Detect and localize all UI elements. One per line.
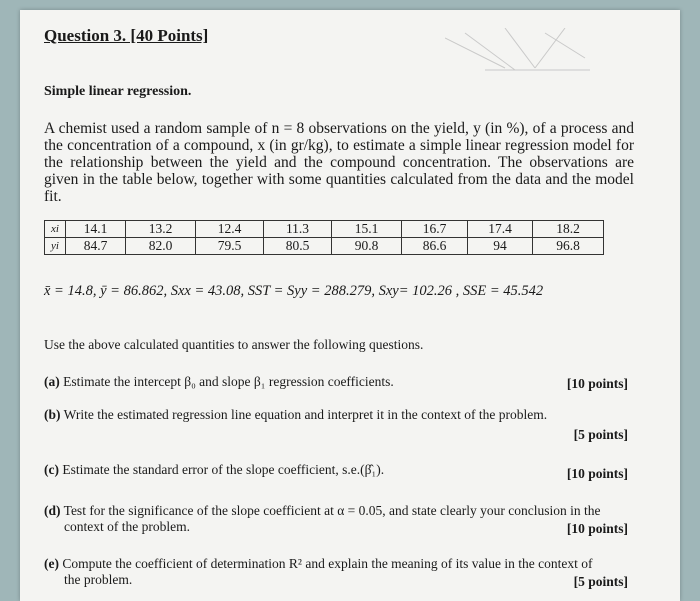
- points-label: [10 points]: [566, 376, 628, 391]
- table-cell: 18.2: [533, 221, 604, 238]
- table-cell: 79.5: [196, 238, 264, 255]
- table-cell: 80.5: [264, 238, 332, 255]
- points-label: [10 points]: [566, 521, 628, 536]
- table-cell: 86.6: [402, 238, 468, 255]
- table-cell: 16.7: [402, 221, 468, 238]
- part-text-continued: context of the problem.: [64, 519, 190, 534]
- row-label-x: xi: [45, 221, 66, 238]
- part-e: [44, 556, 628, 588]
- part-label: (b): [44, 407, 61, 422]
- table-cell: 90.8: [332, 238, 402, 255]
- question-title: Question 3. [40 Points]: [44, 26, 209, 45]
- part-d: [44, 503, 628, 535]
- points-label: [10 points]: [566, 466, 628, 481]
- part-label: (e): [44, 556, 59, 571]
- table-cell: 94: [468, 238, 533, 255]
- part-text: Test for the significance of the slope coefficient at α = 0.05, and state clearly your conclusion in the: [63, 503, 601, 518]
- part-text: Estimate the standard error of the slope coefficient, s.e.(β̂₁).: [62, 462, 385, 477]
- problem-description: A chemist used a random sample of n = 8 observations on the yield, y (in %), of a process and the concentration of a compound, x (in gr/kg), to estimate a simple linear regression model for the relationship between the yield and the compound concentration. The observations are given in the table below, together with some quantities calculated from the data and the model fit.: [44, 120, 634, 205]
- row-label-y: yi: [45, 238, 66, 255]
- part-label: (c): [44, 462, 59, 477]
- part-label: (a): [44, 374, 60, 389]
- table-cell: 15.1: [332, 221, 402, 238]
- points-label: [5 points]: [573, 574, 628, 589]
- table-cell: 96.8: [533, 238, 604, 255]
- table-cell: 84.7: [66, 238, 126, 255]
- table-cell: 17.4: [468, 221, 533, 238]
- decorative-line-graphic: [445, 28, 595, 73]
- table-cell: 12.4: [196, 221, 264, 238]
- part-text: Write the estimated regression line equation and interpret it in the context of the problem.: [63, 407, 548, 422]
- table-cell: 82.0: [126, 238, 196, 255]
- table-cell: 11.3: [264, 221, 332, 238]
- part-c: [44, 462, 628, 481]
- instructions: Use the above calculated quantities to answer the following questions.: [44, 337, 424, 352]
- part-label: (d): [44, 503, 61, 518]
- table-row-x: [45, 221, 604, 238]
- part-text: Compute the coefficient of determination R² and explain the meaning of its value in the context of: [62, 556, 593, 571]
- summary-statistics: x̄ = 14.8, ȳ = 86.862, Sxx = 43.08, SST = Syy = 288.279, Sxy= 102.26 , SSE = 45.542: [44, 283, 544, 299]
- section-subtitle: Simple linear regression.: [44, 84, 192, 99]
- observations-table: [44, 220, 604, 255]
- table-cell: 14.1: [66, 221, 126, 238]
- table-cell: 13.2: [126, 221, 196, 238]
- part-text: Estimate the intercept β₀ and slope β₁ regression coefficients.: [63, 374, 394, 389]
- part-b: [44, 407, 628, 442]
- part-a: [44, 374, 628, 390]
- points-label: [5 points]: [573, 427, 628, 442]
- part-text-continued: the problem.: [64, 572, 133, 587]
- question-sheet: [20, 10, 680, 601]
- table-row-y: [45, 238, 604, 255]
